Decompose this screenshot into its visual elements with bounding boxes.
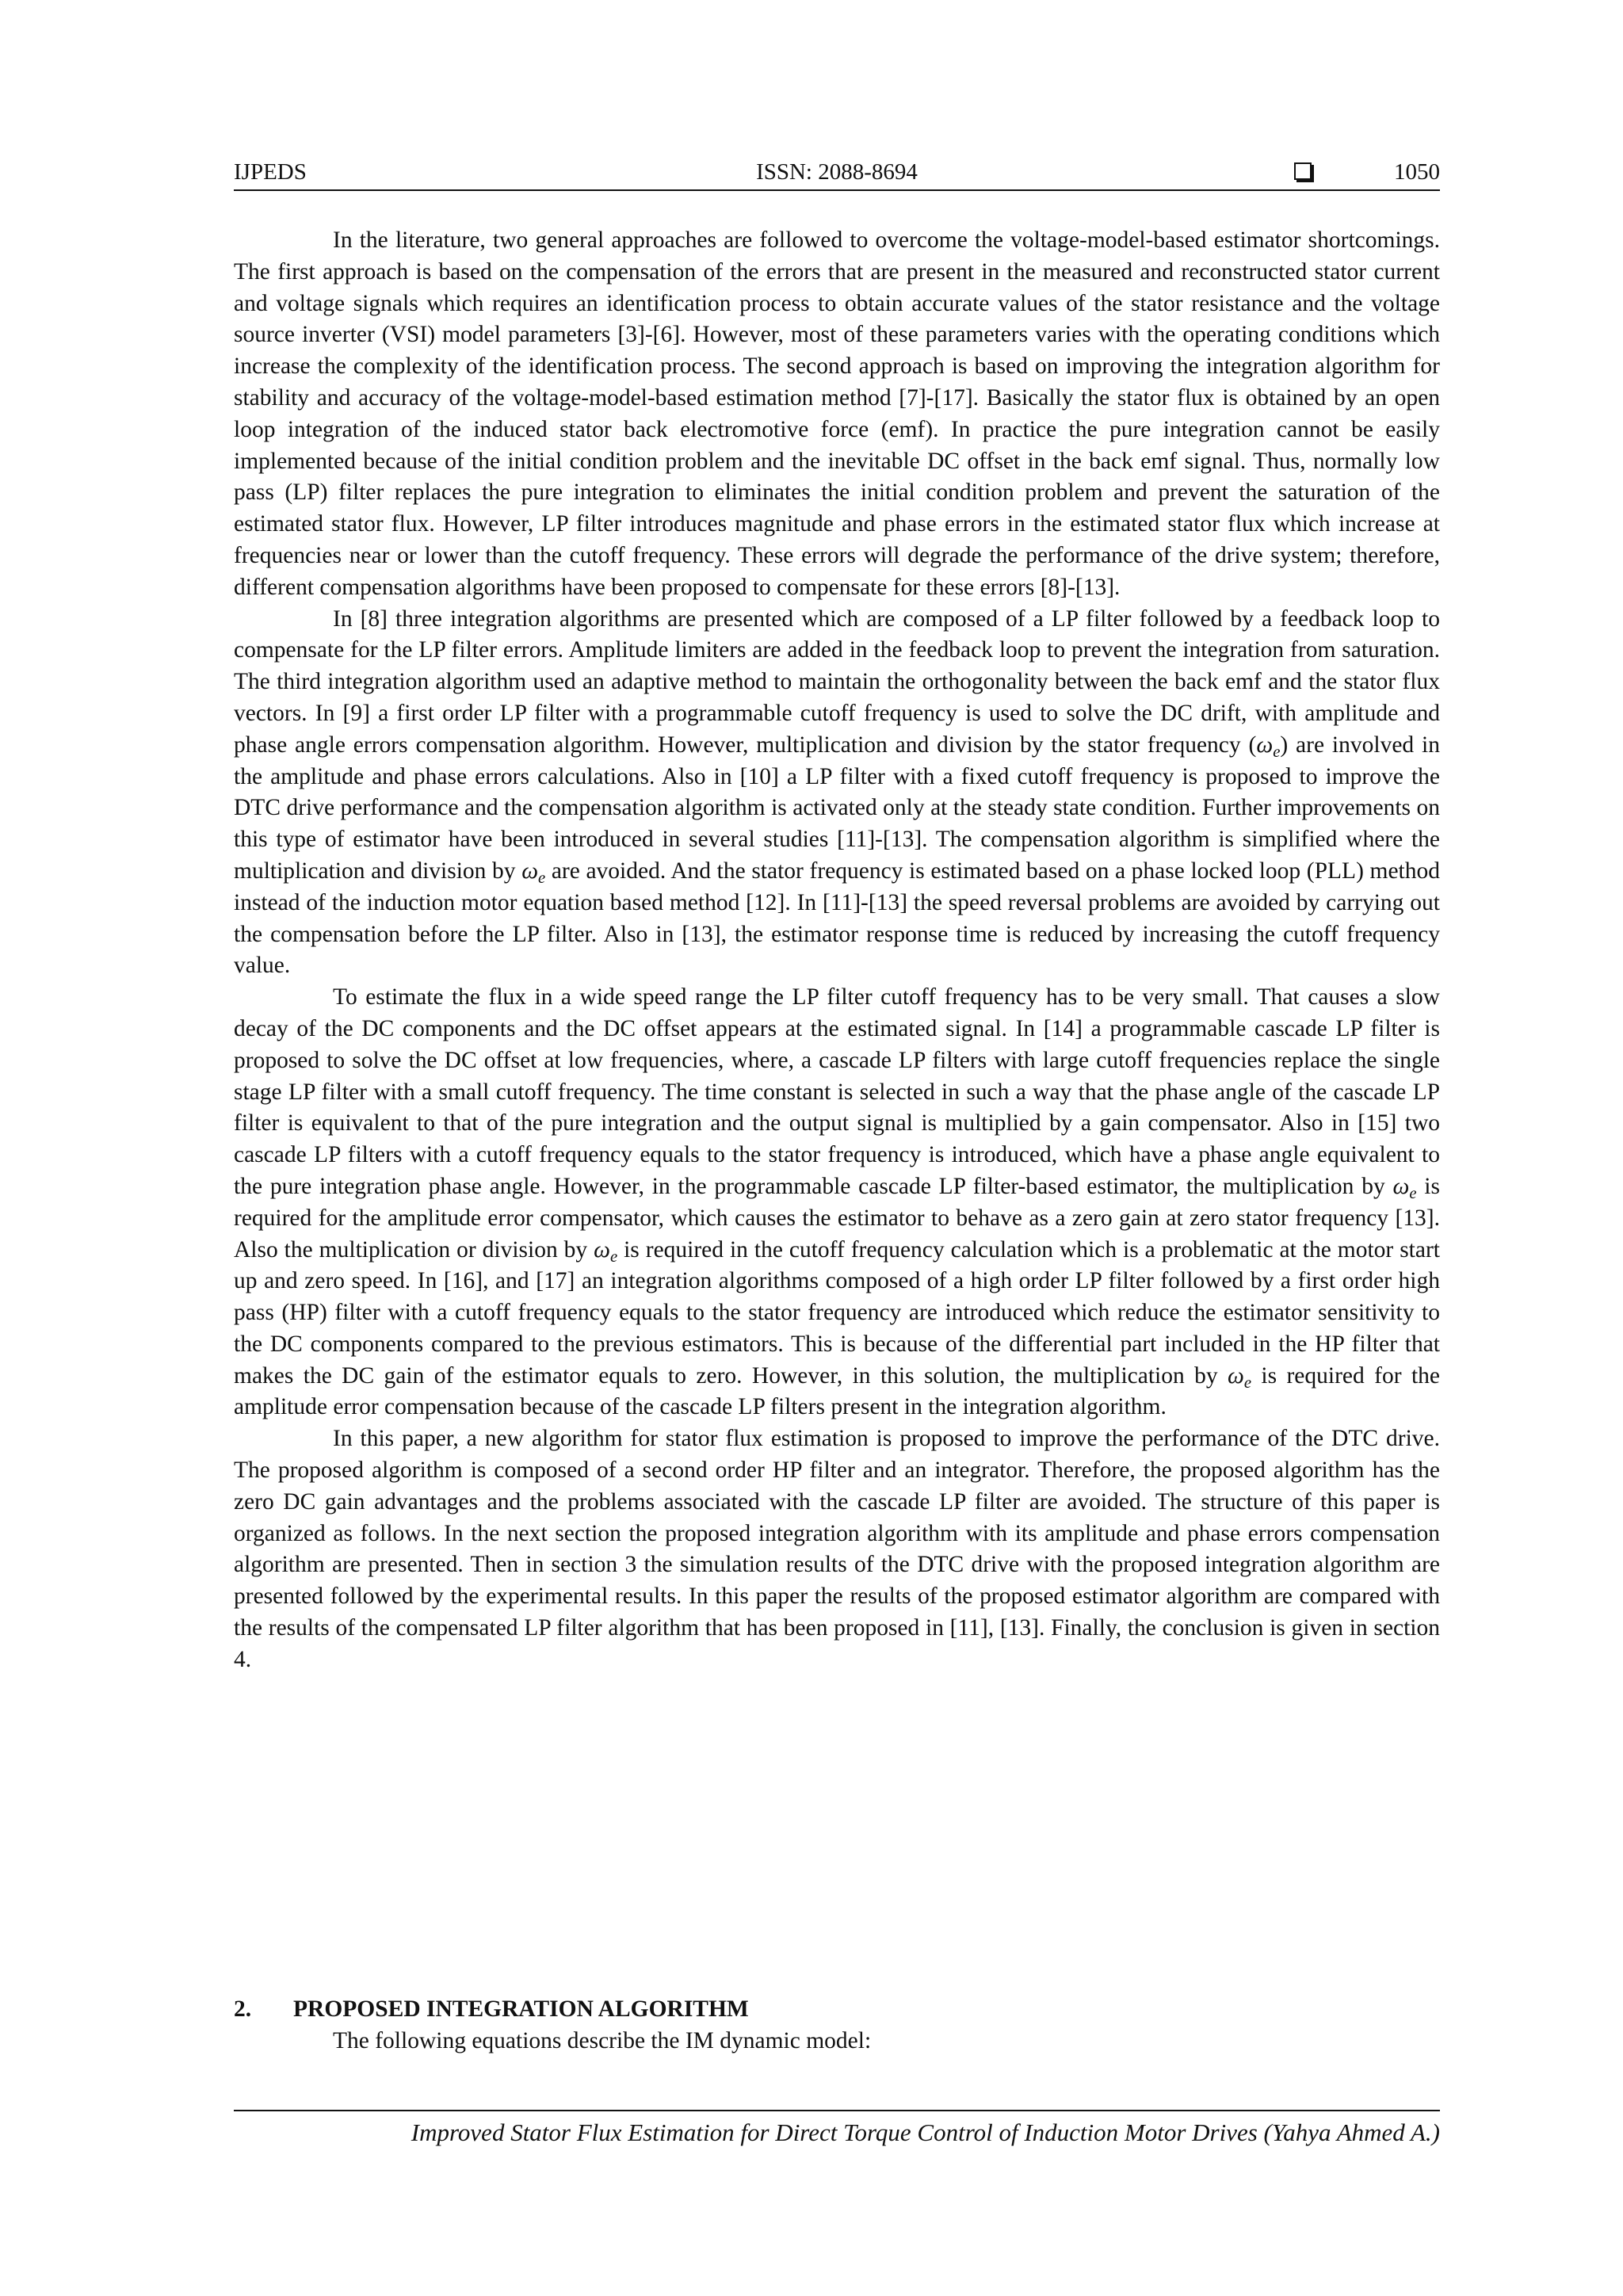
journal-name: IJPEDS bbox=[234, 159, 307, 185]
paragraph-text: is required for the amplitude error compensation because of the cascade LP filters present in the integration algorithm. bbox=[234, 1362, 1440, 1420]
paragraph bbox=[234, 604, 1440, 983]
section-title: PROPOSED INTEGRATION ALGORITHM bbox=[293, 1996, 749, 2022]
paragraph-text: In the literature, two general approaches are followed to overcome the voltage-model-based estimator shortcomings. The first approach is based on the compensation of the errors that are present in the measured and reconstructed stator current and voltage signals which requires an identification process to obtain accurate values of the stator resistance and the voltage source inverter (VSI) model parameters [3]-[6]. However, most of these parameters varies with the operating conditions which increase the complexity of the identification process. The second approach is based on improving the integration algorithm for stability and accuracy of the voltage-model-based estimation method [7]-[17]. Basically the stator flux is obtained by an open loop integration of the induced stator back electromotive force (emf). In practice the pure integration cannot be easily implemented because of the initial condition problem and the inevitable DC offset in the back emf signal. Thus, normally low pass (LP) filter replaces the pure integration to eliminates the initial condition problem and prevent the saturation of the estimated stator flux. However, LP filter introduces magnitude and phase errors in the estimated stator flux which increase at frequencies near or lower than the cutoff frequency. These errors will degrade the performance of the drive system; therefore, different compensation algorithms have been proposed to compensate for these errors [8]-[13]. bbox=[234, 227, 1440, 600]
paragraph-text: is required in the cutoff frequency calculation which is a problematic at the motor start up and zero speed. In [16], and [17] an integration algorithms composed of a high order LP filter followed by a first order high pass (HP) filter with a cutoff frequency equals to the stator frequency are introduced which reduce the estimator sensitivity to the DC components compared to the previous estimators. This is because of the differential part included in the HP filter that makes the DC gain of the estimator equals to zero. However, in this solution, the multiplication by bbox=[234, 1236, 1440, 1389]
page-footer: Improved Stator Flux Estimation for Direct Torque Control of Induction Motor Drives (Yahya Ahmed A.) bbox=[411, 2118, 1440, 2146]
section-number: 2. bbox=[234, 1996, 252, 2022]
paragraph-text: To estimate the flux in a wide speed range the LP filter cutoff frequency has to be very small. That causes a slow decay of the DC components and the DC offset appears at the estimated signal. In [14] a programmable cascade LP filter is proposed to solve the DC offset at low frequencies, where, a cascade LP filters with large cutoff frequencies replace the single stage LP filter with a small cutoff frequency. The time constant is selected in such a way that the phase angle of the cascade LP filter is equivalent to that of the pure integration and the output signal is multiplied by a gain compensator. Also in [15] two cascade LP filters with a cutoff frequency equals to the stator frequency is introduced, which have a phase angle equivalent to the pure integration phase angle. However, in the programmable cascade LP filter-based estimator, the multiplication by bbox=[234, 984, 1440, 1199]
checkbox-square-icon bbox=[1294, 162, 1312, 180]
paragraph-text: are avoided. And the stator frequency is estimated based on a phase locked loop (PLL) method instead of the induction motor equation based method [12]. In [11]-[13] the speed reversal problems are avoided by carrying out the compensation before the LP filter. Also in [13], the estimator response time is reduced by increasing the cutoff frequency value. bbox=[234, 858, 1441, 979]
header-divider bbox=[234, 189, 1440, 191]
paragraph-text: In this paper, a new algorithm for stator flux estimation is proposed to improve the performance of the DTC drive. The proposed algorithm is composed of a second order HP filter and an integrator. Therefore, the proposed algorithm has the zero DC gain advantages and the problems associated with the cascade LP filter are avoided. The structure of this paper is organized as follows. In the next section the proposed integration algorithm with its amplitude and phase errors compensation algorithm are presented. Then in section 3 the simulation results of the DTC drive with the proposed integration algorithm are presented followed by the experimental results. In this paper the results of the proposed estimator algorithm are compared with the results of the compensated LP filter algorithm that has been proposed in [11], [13]. Finally, the conclusion is given in section 4. bbox=[234, 1426, 1440, 1672]
paragraph bbox=[234, 982, 1440, 1423]
paragraph bbox=[234, 225, 1440, 604]
omega-e-symbol: $\omega_e$ bbox=[521, 858, 546, 888]
body-text bbox=[234, 225, 1440, 1676]
paragraph bbox=[234, 1423, 1440, 1675]
omega-e-symbol: $\omega_e$ bbox=[1392, 1173, 1417, 1203]
omega-e-symbol: $\omega_e$ bbox=[1228, 1362, 1252, 1392]
issn-label: ISSN: 2088-8694 bbox=[756, 159, 918, 185]
page-header bbox=[234, 155, 1440, 189]
section-2 bbox=[234, 1994, 1440, 2057]
section-intro-text: The following equations describe the IM dynamic model: bbox=[333, 2027, 872, 2053]
omega-e-symbol: $\omega_e$ bbox=[1256, 732, 1281, 761]
paragraph-text: In [8] three integration algorithms are presented which are composed of a LP filter followed by a feedback loop to compensate for the LP filter errors. Amplitude limiters are added in the feedback loop to prevent the integration from saturation. The third integration algorithm used an adaptive method to maintain the orthogonality between the back emf and the stator flux vectors. In [9] a first order LP filter with a programmable cutoff frequency is used to solve the DC drift, with amplitude and phase angle errors compensation algorithm. However, multiplication and division by the stator frequency ( bbox=[234, 606, 1440, 758]
footer-divider bbox=[234, 2110, 1440, 2111]
page-number: 1050 bbox=[1394, 159, 1440, 185]
section-heading bbox=[234, 1994, 1440, 2026]
omega-e-symbol: $\omega_e$ bbox=[594, 1236, 618, 1266]
paragraph-text: ) are involved in the amplitude and phase errors calculations. Also in [10] a LP filter with a fixed cutoff frequency is proposed to improve the DTC drive performance and the compensation algorithm is activated only at the steady state condition. Further improvements on this type of estimator have been introduced in several studies [11]-[13]. The compensation algorithm is simplified where the multiplication and division by bbox=[234, 732, 1440, 884]
paragraph-text: is required for the amplitude error compensator, which causes the estimator to behave as a zero gain at zero stator frequency [13]. Also the multiplication or division by bbox=[234, 1173, 1440, 1263]
